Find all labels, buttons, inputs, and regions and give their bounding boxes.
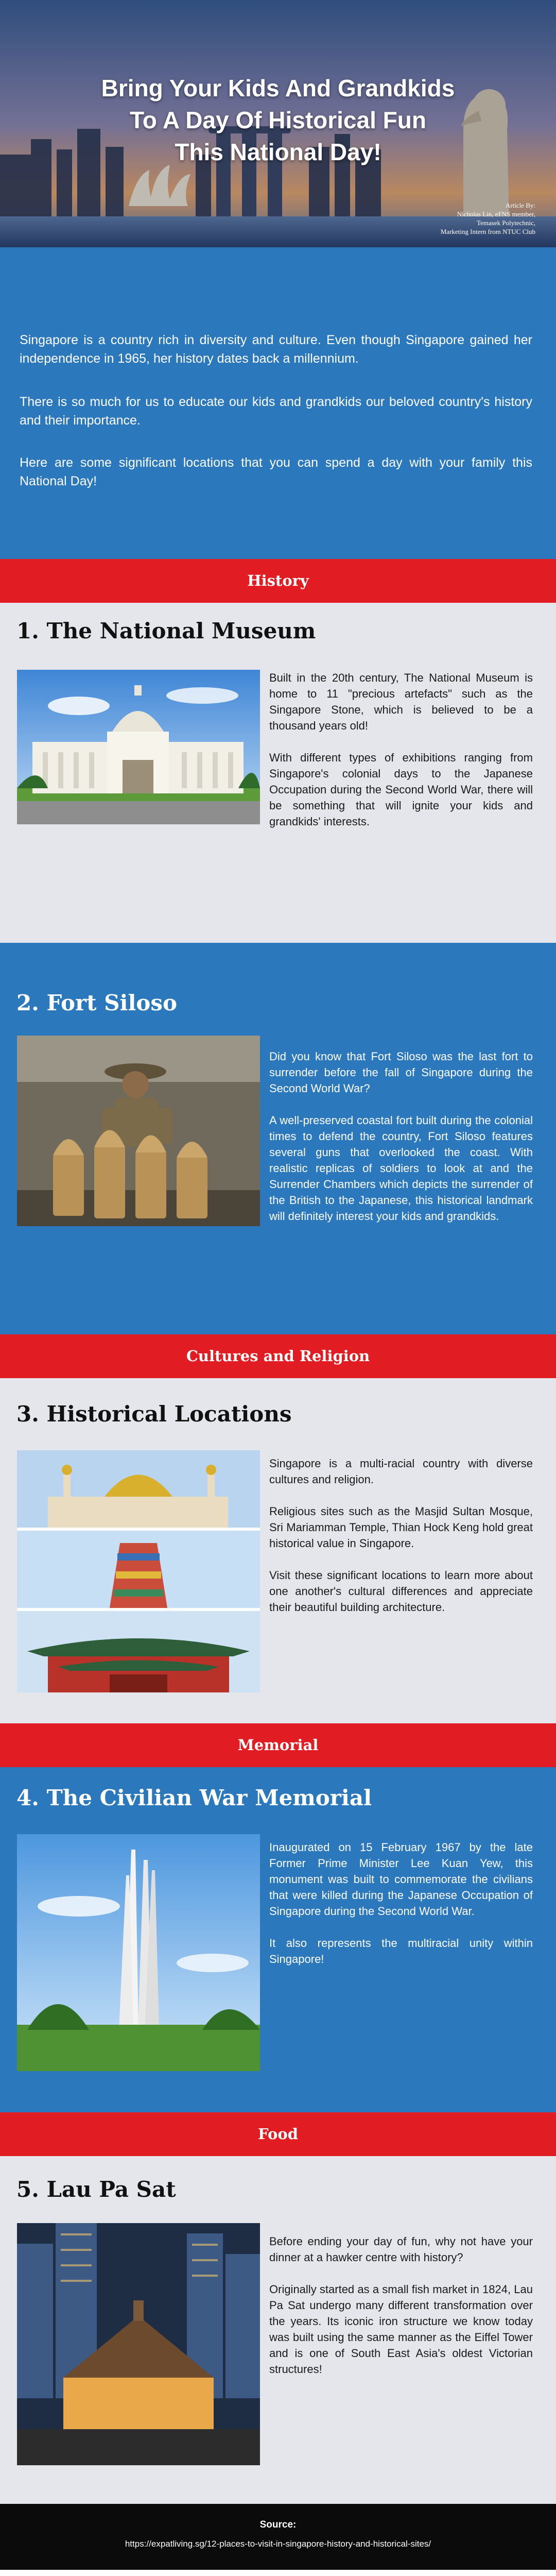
section-paragraph: Religious sites such as the Masjid Sultan Mosque, Sri Mariamman Temple, Thian Hock Keng hold great historical value in Singapore.	[269, 1505, 533, 1550]
national-museum-photo	[17, 670, 260, 824]
intro-paragraph: Singapore is a country rich in diversity and culture. Even though Singapore gained her independence in 1965, her history dates back a millennium.	[20, 333, 532, 366]
category-banner-food: Food	[0, 2112, 556, 2156]
intro-paragraph: There is so much for us to educate our kids and grandkids our beloved country's history and their importance.	[20, 395, 532, 428]
credit-line: Article By:	[505, 201, 535, 209]
section-national-museum	[0, 603, 556, 943]
section-title: 5. Lau Pa Sat	[16, 2177, 176, 2202]
category-banner-memorial: Memorial	[0, 1723, 556, 1767]
source-link[interactable]: https://expatliving.sg/12-places-to-visit-in-singapore-history-and-historical-sites/	[125, 2539, 431, 2549]
section-paragraph: Before ending your day of fun, why not have your dinner at a hawker centre with history?	[269, 2235, 533, 2264]
hero-title-line: Bring Your Kids And Grandkids	[101, 75, 455, 101]
section-paragraph: Inaugurated on 15 February 1967 by the late Former Prime Minister Lee Kuan Yew, this monument was built to commemorate the civilians that were killed during the Japanese Occupation of Singapore during the Second World War.	[269, 1841, 533, 1918]
section-lau-pa-sat	[0, 2156, 556, 2504]
lau-pa-sat-photo	[17, 2223, 260, 2465]
section-paragraph: Visit these significant locations to learn more about one another's cultural differences and appreciate their beautiful building architecture.	[269, 1569, 533, 1614]
category-banner-history: History	[0, 559, 556, 603]
hero-title	[51, 72, 505, 168]
section-paragraph: Originally started as a small fish market in 1824, Lau Pa Sat undergo many different transformation over the years. Its iconic iron structure we know today was built using the same manner as the Eiffel Tower and is one of South East Asia's oldest Victorian structures!	[269, 2283, 533, 2376]
source-bar	[0, 2504, 556, 2570]
section-fort-siloso	[0, 943, 556, 1334]
historical-locations-photo	[17, 1450, 260, 1692]
footer	[0, 2570, 556, 2576]
civilian-war-memorial-photo	[17, 1834, 260, 2071]
section-text	[269, 670, 533, 845]
section-text	[269, 2233, 533, 2393]
section-title: 1. The National Museum	[16, 618, 316, 643]
section-paragraph: With different types of exhibitions ranging from Singapore's colonial days to the Japanese Occupation during the Second World War, there will be something that will ignite your kids and grandkids' interests.	[269, 751, 533, 828]
section-paragraph: Built in the 20th century, The National Museum is home to 11 "precious artefacts" such as the Singapore Stone, which is believed to be a thousand years old!	[269, 671, 533, 732]
section-paragraph: A well-preserved coastal fort built during the colonial times to defend the country, Fort Siloso features several guns that overlooked the coast. With realistic replicas of soldiers to look at and the Surrender Chambers which depicts the surrender of the British to the Japanese, this historical landmark will definitely interest your kids and grandkids.	[269, 1114, 533, 1223]
section-title: 3. Historical Locations	[16, 1401, 292, 1427]
intro-section	[0, 247, 556, 559]
section-paragraph: It also represents the multiracial unity within Singapore!	[269, 1937, 533, 1965]
section-title: 4. The Civilian War Memorial	[16, 1785, 372, 1810]
section-paragraph: Did you know that Fort Siloso was the last fort to surrender before the fall of Singapore during the Second World War?	[269, 1050, 533, 1095]
section-text	[269, 1839, 533, 1983]
section-title: 2. Fort Siloso	[16, 990, 178, 1015]
section-text	[269, 1455, 533, 1631]
credit-line: Temasek Polytechnic,	[477, 219, 535, 227]
hero-banner	[0, 0, 556, 247]
credit-line: Nicholas Lin, eFNS member,	[457, 210, 535, 218]
hero-title-line: To A Day Of Historical Fun	[130, 107, 426, 133]
credit-line: Marketing Intern from NTUC Club	[440, 228, 535, 235]
section-historical-locations	[0, 1378, 556, 1723]
category-banner-cultures: Cultures and Religion	[0, 1334, 556, 1378]
section-paragraph: Singapore is a multi-racial country with diverse cultures and religion.	[269, 1457, 533, 1486]
article-credit	[441, 201, 535, 236]
section-civilian-war-memorial	[0, 1767, 556, 2112]
fort-siloso-photo	[17, 1036, 260, 1226]
section-text	[269, 1048, 533, 1240]
intro-paragraph: Here are some significant locations that you can spend a day with your family this National Day!	[20, 455, 532, 488]
source-label: Source:	[259, 2519, 297, 2530]
hero-title-line: This National Day!	[175, 139, 381, 165]
